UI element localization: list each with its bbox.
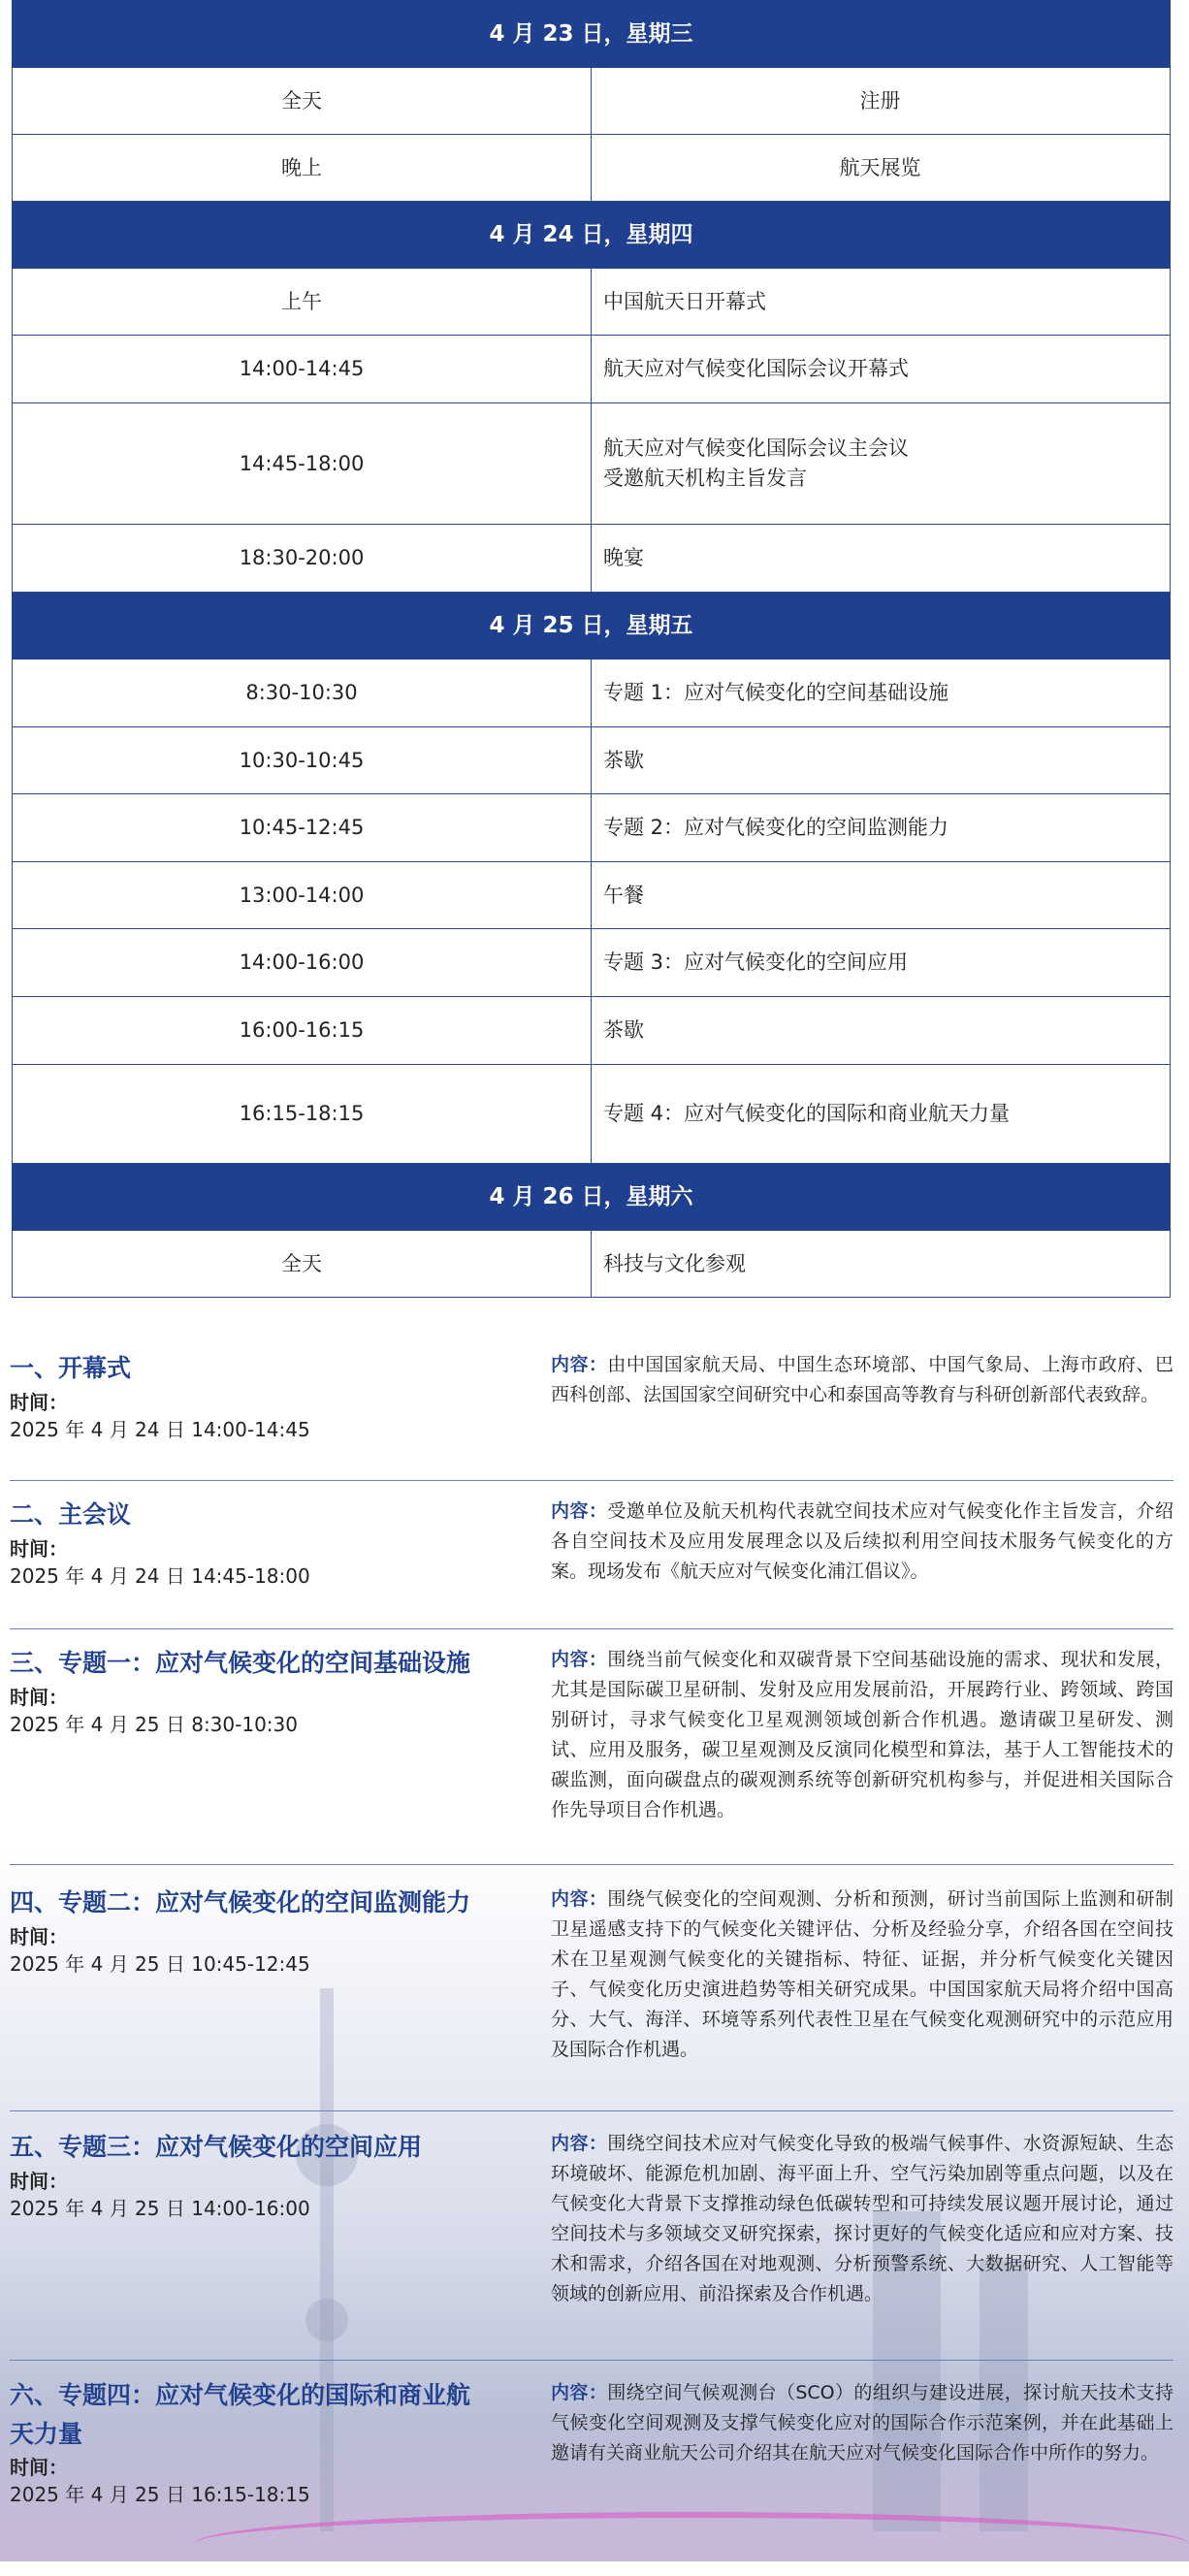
- content-label: 内容：: [551, 2382, 608, 2403]
- schedule-row: [13, 403, 1171, 525]
- schedule-time: 10:45-12:45: [13, 794, 592, 862]
- schedule-item: 航天应对气候变化国际会议开幕式: [592, 336, 1171, 403]
- schedule-row: [13, 929, 1171, 997]
- schedule-item: 科技与文化参观: [592, 1231, 1171, 1298]
- schedule-time: 18:30-20:00: [13, 525, 592, 593]
- schedule-row: [13, 68, 1171, 135]
- schedule-row: [13, 1065, 1171, 1164]
- content-text: 围绕空间气候观测台（SCO）的组织与建设进展，探讨航天技术支持气候变化空间观测及支撑气候变化应对的国际合作示范案例，并在此基础上邀请有关商业航天公司介绍其在航天应对气候变化国际合作中所作的努力。: [551, 2382, 1173, 2463]
- session-time-label: 时间：: [10, 1925, 68, 1948]
- content-label: 内容：: [551, 2133, 608, 2154]
- day-header-text: 4 月 26 日，星期六: [13, 1164, 1171, 1231]
- schedule-item: 专题 3：应对气候变化的空间应用: [592, 929, 1171, 997]
- schedule-row: [13, 1231, 1171, 1298]
- schedule-item: 注册: [592, 68, 1171, 135]
- schedule-item: 专题 2：应对气候变化的空间监测能力: [592, 794, 1171, 862]
- schedule-item-line: 受邀航天机构主旨发言: [603, 467, 807, 490]
- schedule-item: 茶歇: [592, 997, 1171, 1065]
- session-title: 六、专题四：应对气候变化的国际和商业航天力量: [10, 2381, 471, 2448]
- content-label: 内容：: [551, 1888, 608, 1910]
- schedule-time: 全天: [13, 1231, 592, 1298]
- schedule-item: 专题 4：应对气候变化的国际和商业航天力量: [592, 1065, 1171, 1164]
- session-heading-block: [10, 1495, 524, 1590]
- day-header-text: 4 月 24 日，星期四: [13, 202, 1171, 269]
- session-time: 2025 年 4 月 25 日 14:00-16:00: [10, 2197, 310, 2220]
- schedule-row: [13, 336, 1171, 403]
- schedule-item-line: 航天应对气候变化国际会议主会议: [603, 436, 909, 460]
- session-content: [551, 1645, 1173, 1825]
- content-text: 围绕气候变化的空间观测、分析和预测，研讨当前国际上监测和研制卫星遥感支持下的气候变化关键评估、分析及经验分享，介绍各国在空间技术在卫星观测气候变化的关键指标、特征、证据，并分析气候变化关键因子、气候变化历史演进趋势等相关研究成果。中国国家航天局将介绍中国高分、大气、海洋、环境等系列代表性卫星在气候变化观测研究中的示范应用及国际合作机遇。: [551, 1888, 1173, 2060]
- session-content: [551, 2129, 1173, 2309]
- content-label: 内容：: [551, 1354, 608, 1375]
- content-text: 围绕空间技术应对气候变化导致的极端气候事件、水资源短缺、生态环境破坏、能源危机加剧、海平面上升、空气污染加剧等重点问题，以及在气候变化大背景下支撑推动绿色低碳转型和可持续发展议题开展讨论，通过空间技术与多领域交叉研究探索，探讨更好的气候变化适应和应对方案、技术和需求，介绍各国在对地观测、分析预警系统、大数据研究、人工智能等领域的创新应用、前沿探索及合作机遇。: [551, 2133, 1173, 2304]
- schedule-time: 上午: [13, 269, 592, 336]
- schedule-row: [13, 997, 1171, 1065]
- session-heading-block: [10, 1348, 524, 1443]
- section-divider: [10, 2360, 1173, 2361]
- schedule-table: [12, 0, 1171, 1298]
- session-content: [551, 1884, 1173, 2065]
- schedule-row: [13, 525, 1171, 593]
- schedule-time: 10:30-10:45: [13, 727, 592, 794]
- day-header-text: 4 月 25 日，星期五: [13, 593, 1171, 660]
- session-time-label: 时间：: [10, 1537, 68, 1561]
- content-text: 围绕当前气候变化和双碳背景下空间基础设施的需求、现状和发展，尤其是国际碳卫星研制、发射及应用发展前沿，开展跨行业、跨领域、跨国别研讨，寻求气候变化卫星观测领域创新合作机遇。邀请碳卫星研发、测试、应用及服务，碳卫星观测及反演同化模型和算法，基于人工智能技术的碳监测，面向碳盘点的碳观测系统等创新研究机构参与，并促进相关国际合作先导项目合作机遇。: [551, 1649, 1173, 1820]
- tower-sphere-silhouette-lower: [305, 2299, 348, 2341]
- schedule-row: [13, 660, 1171, 727]
- session-time: 2025 年 4 月 25 日 8:30-10:30: [10, 1713, 298, 1736]
- session-heading-block: [10, 2127, 524, 2222]
- section-divider: [10, 2110, 1173, 2111]
- section-divider: [10, 1864, 1173, 1865]
- session-content: [551, 1497, 1173, 1587]
- session-time: 2025 年 4 月 24 日 14:00-14:45: [10, 1418, 310, 1441]
- session-heading-block: [10, 1643, 524, 1738]
- session-time-label: 时间：: [10, 1391, 68, 1414]
- schedule-time: 16:00-16:15: [13, 997, 592, 1065]
- content-text: 受邀单位及航天机构代表就空间技术应对气候变化作主旨发言，介绍各自空间技术及应用发展理念以及后续拟利用空间技术服务气候变化的方案。现场发布《航天应对气候变化浦江倡议》。: [551, 1500, 1173, 1582]
- session-heading-block: [10, 2376, 485, 2508]
- schedule-row: [13, 794, 1171, 862]
- schedule-item: 专题 1：应对气候变化的空间基础设施: [592, 660, 1171, 727]
- session-title: 二、主会议: [10, 1500, 132, 1529]
- schedule-time: 晚上: [13, 135, 592, 202]
- session-content: [551, 1350, 1173, 1410]
- schedule-row: [13, 727, 1171, 794]
- schedule-row: [13, 269, 1171, 336]
- schedule-item: 晚宴: [592, 525, 1171, 593]
- content-label: 内容：: [551, 1649, 608, 1670]
- schedule-time: 13:00-14:00: [13, 862, 592, 929]
- session-time: 2025 年 4 月 24 日 14:45-18:00: [10, 1564, 310, 1588]
- session-time: 2025 年 4 月 25 日 16:15-18:15: [10, 2483, 310, 2506]
- session-time-label: 时间：: [10, 1686, 68, 1709]
- session-time-label: 时间：: [10, 2456, 68, 2479]
- day-header: [13, 202, 1171, 269]
- session-title: 三、专题一：应对气候变化的空间基础设施: [10, 1649, 471, 1677]
- session-content: [551, 2378, 1173, 2468]
- schedule-time: 全天: [13, 68, 592, 135]
- schedule-time: 8:30-10:30: [13, 660, 592, 727]
- schedule-row: [13, 862, 1171, 929]
- schedule-item: 茶歇: [592, 727, 1171, 794]
- session-time-label: 时间：: [10, 2170, 68, 2193]
- session-time: 2025 年 4 月 25 日 10:45-12:45: [10, 1952, 310, 1976]
- schedule-item: 午餐: [592, 862, 1171, 929]
- content-text: 由中国国家航天局、中国生态环境部、中国气象局、上海市政府、巴西科创部、法国国家空间研究中心和泰国高等教育与科研创新部代表致辞。: [551, 1354, 1173, 1405]
- schedule-time: 14:45-18:00: [13, 403, 592, 525]
- schedule-item: [592, 403, 1171, 525]
- day-header: [13, 593, 1171, 660]
- schedule-time: 14:00-16:00: [13, 929, 592, 997]
- schedule-row: [13, 135, 1171, 202]
- session-title: 一、开幕式: [10, 1354, 132, 1382]
- day-header: [13, 1, 1171, 68]
- section-divider: [10, 1628, 1173, 1629]
- schedule-time: 16:15-18:15: [13, 1065, 592, 1164]
- day-header-text: 4 月 23 日，星期三: [13, 1, 1171, 68]
- schedule-time: 14:00-14:45: [13, 336, 592, 403]
- session-title: 五、专题三：应对气候变化的空间应用: [10, 2133, 423, 2161]
- session-title: 四、专题二：应对气候变化的空间监测能力: [10, 1888, 471, 1916]
- schedule-item: 航天展览: [592, 135, 1171, 202]
- session-heading-block: [10, 1883, 524, 1978]
- bridge-silhouette: [194, 2512, 1189, 2576]
- day-header: [13, 1164, 1171, 1231]
- content-label: 内容：: [551, 1500, 608, 1522]
- schedule-item: 中国航天日开幕式: [592, 269, 1171, 336]
- section-divider: [10, 1480, 1173, 1481]
